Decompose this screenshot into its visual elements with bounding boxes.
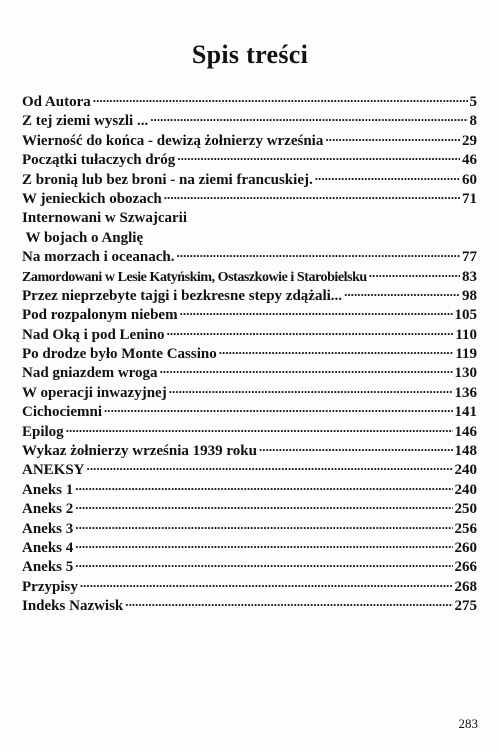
toc-leader-empty <box>145 228 475 242</box>
toc-entry-page: 77 <box>462 249 477 266</box>
toc-entry-title: Początki tułaczych dróg <box>22 152 176 169</box>
toc-leader-dots <box>259 441 453 455</box>
toc-entry <box>22 480 477 499</box>
toc-entry-page: 83 <box>462 268 477 285</box>
toc-entry-page: 130 <box>454 365 477 382</box>
toc-entry-page: 146 <box>454 423 477 440</box>
toc-leader-dots <box>344 286 460 300</box>
toc-leader-dots <box>75 538 452 552</box>
toc-entry-page: 240 <box>454 462 477 479</box>
toc-entry-page: 71 <box>462 190 477 207</box>
toc-leader-dots <box>219 344 454 358</box>
toc-entry-page: 266 <box>454 559 477 576</box>
toc-leader-dots <box>315 170 460 184</box>
toc-entry <box>22 499 477 518</box>
toc-leader-dots <box>75 499 452 513</box>
toc-entry-page: 136 <box>454 384 477 401</box>
toc-entry <box>22 344 477 363</box>
toc-entry-title: Zamordowani w Lesie Katyńskim, Ostaszkowie i Starobielsku <box>22 269 367 285</box>
toc-entry <box>22 247 477 266</box>
toc-leader-dots <box>93 92 468 106</box>
page-title: Spis treści <box>191 40 309 69</box>
toc-entry <box>22 111 477 130</box>
toc-entry-title: Przez nieprzebyte tajgi i bezkresne stepy zdążali... <box>22 287 343 304</box>
toc-entry <box>22 557 477 576</box>
toc-leader-dots <box>169 383 453 397</box>
toc-entry-title: W jenieckich obozach <box>22 190 162 207</box>
table-of-contents <box>22 92 477 616</box>
toc-leader-dots <box>75 480 452 494</box>
toc-leader-empty <box>189 208 475 222</box>
toc-leader-dots <box>369 267 460 281</box>
toc-entry-title: Internowani w Szwajcarii <box>22 210 187 227</box>
toc-leader-dots <box>160 363 453 377</box>
toc-entry <box>22 150 477 169</box>
toc-entry-title: Aneks 4 <box>22 539 74 556</box>
toc-entry <box>22 596 477 615</box>
toc-entry <box>22 131 477 150</box>
toc-entry-title: Aneks 5 <box>22 559 74 576</box>
toc-entry <box>22 189 477 208</box>
toc-entry-title: Na morzach i oceanach. <box>22 249 175 266</box>
toc-leader-dots <box>80 577 453 591</box>
page-number: 283 <box>458 716 478 731</box>
toc-entry-page: 250 <box>454 501 477 518</box>
toc-entry-page: 275 <box>454 598 477 615</box>
toc-entry-page: 119 <box>455 346 477 363</box>
toc-entry-page: 110 <box>455 326 477 343</box>
toc-leader-dots <box>150 111 467 125</box>
toc-entry-page: 240 <box>454 481 477 498</box>
toc-entry-page: 29 <box>462 132 477 149</box>
toc-entry-title: Aneks 3 <box>22 520 74 537</box>
toc-entry-title: ANEKSY <box>22 462 85 479</box>
toc-entry-page: 5 <box>469 94 477 110</box>
toc-leader-dots <box>87 460 453 474</box>
toc-entry <box>22 228 477 247</box>
toc-entry <box>22 305 477 324</box>
toc-entry <box>22 92 477 111</box>
toc-leader-dots <box>104 402 453 416</box>
toc-entry <box>22 383 477 402</box>
toc-entry-title: Epilog <box>22 423 64 440</box>
toc-entry-title: Z bronią lub bez broni - na ziemi francuskiej. <box>22 171 313 188</box>
toc-entry-page: 268 <box>454 578 477 595</box>
toc-leader-dots <box>180 305 453 319</box>
toc-entry <box>22 325 477 344</box>
toc-leader-dots <box>177 150 460 164</box>
toc-leader-dots <box>75 557 452 571</box>
toc-entry-page: 98 <box>462 287 477 304</box>
toc-leader-dots <box>167 325 454 339</box>
toc-entry-page: 256 <box>454 520 477 537</box>
toc-entry <box>22 208 477 227</box>
toc-entry-page: 60 <box>462 171 477 188</box>
toc-entry-title: Od Autora <box>22 94 91 110</box>
toc-entry-title: Aneks 2 <box>22 501 74 518</box>
toc-entry-title: Z tej ziemi wyszli ... <box>22 113 149 130</box>
toc-entry <box>22 402 477 421</box>
toc-entry <box>22 519 477 538</box>
toc-entry-title: W operacji inwazyjnej <box>22 384 167 401</box>
toc-entry <box>22 538 477 557</box>
toc-entry <box>22 422 477 441</box>
toc-entry-page: 105 <box>454 307 477 324</box>
toc-entry <box>22 441 477 460</box>
toc-entry-title: Cichociemni <box>22 404 102 421</box>
toc-entry-page: 8 <box>469 113 477 130</box>
toc-entry <box>22 267 477 286</box>
toc-entry-page: 46 <box>462 152 477 169</box>
toc-entry <box>22 577 477 596</box>
toc-entry-title: Nad Oką i pod Lenino <box>22 326 165 343</box>
toc-entry-page: 141 <box>454 404 477 421</box>
toc-leader-dots <box>164 189 460 203</box>
toc-entry-title: Pod rozpalonym niebem <box>22 307 178 324</box>
toc-entry <box>22 170 477 189</box>
toc-entry-title: Aneks 1 <box>22 481 74 498</box>
toc-entry-title: Wierność do końca - dewizą żołnierzy września <box>22 132 324 149</box>
toc-entry-page: 260 <box>454 539 477 556</box>
toc-entry <box>22 363 477 382</box>
toc-entry-title: Przypisy <box>22 578 78 595</box>
toc-leader-dots <box>66 422 453 436</box>
toc-leader-dots <box>325 131 460 145</box>
toc-entry-page: 148 <box>454 443 477 460</box>
toc-entry-title: Wykaz żołnierzy września 1939 roku <box>22 443 257 460</box>
toc-entry-title: Po drodze było Monte Cassino <box>22 346 217 363</box>
toc-entry-title: W bojach o Anglię <box>22 229 144 246</box>
toc-leader-dots <box>75 519 452 533</box>
toc-entry <box>22 460 477 479</box>
toc-leader-dots <box>125 596 452 610</box>
toc-entry <box>22 286 477 305</box>
toc-leader-dots <box>176 247 460 261</box>
toc-entry-title: Nad gniazdem wroga <box>22 365 158 382</box>
toc-entry-title: Indeks Nazwisk <box>22 598 124 615</box>
